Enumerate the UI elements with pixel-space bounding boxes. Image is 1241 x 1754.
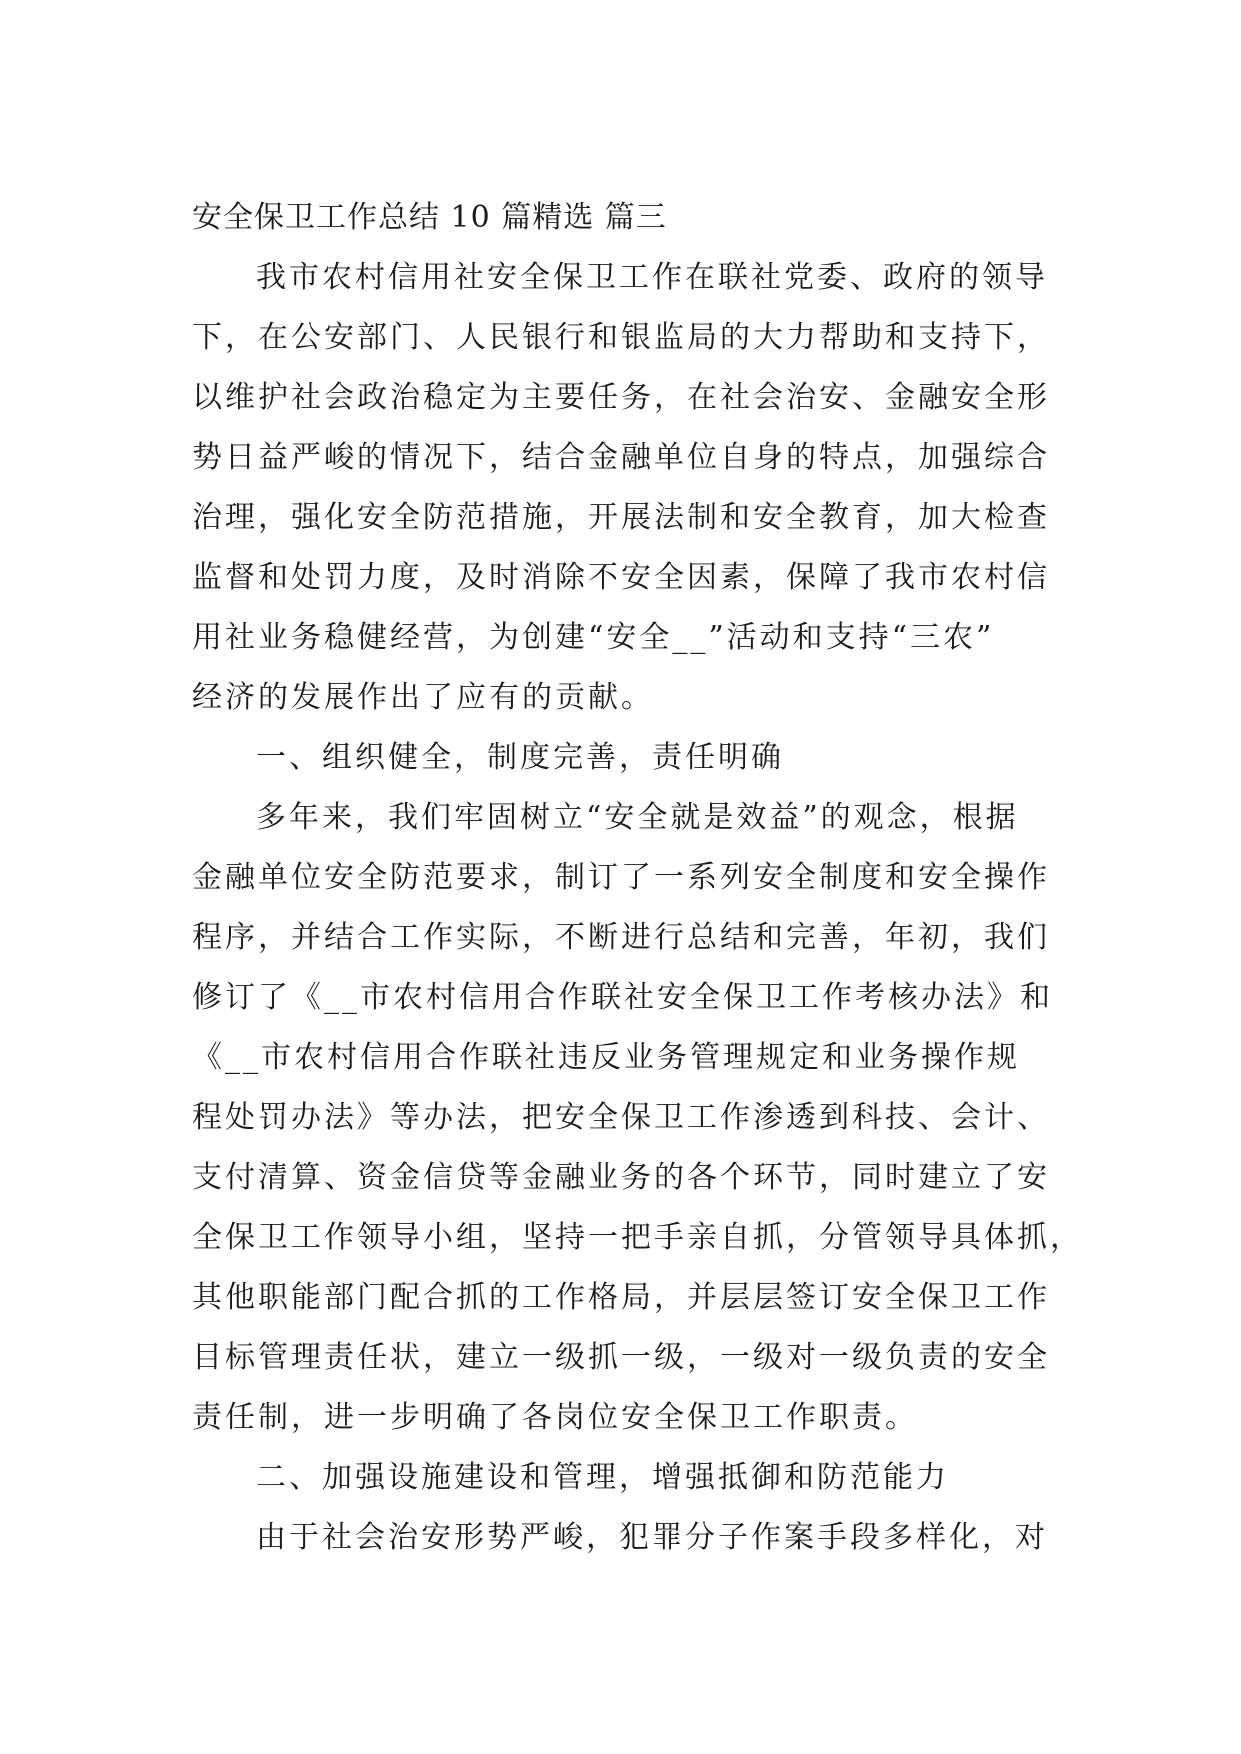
paragraph-line: 目标管理责任状，建立一级抓一级，一级对一级负责的安全: [192, 1340, 1050, 1375]
paragraph-line: 修订了《__市农村信用合作联社安全保卫工作考核办法》和: [192, 980, 1053, 1015]
paragraph-line: 《__市农村信用合作联社违反业务管理规定和业务操作规: [192, 1040, 1020, 1075]
section-heading: 一、组织健全，制度完善，责任明确: [256, 740, 784, 775]
paragraph-line: 全保卫工作领导小组，坚持一把手亲自抓，分管领导具体抓，: [192, 1220, 1083, 1255]
paragraph-line: 用社业务稳健经营，为创建“安全__”活动和支持“三农”: [192, 620, 995, 655]
paragraph-line: 我市农村信用社安全保卫工作在联社党委、政府的领导: [256, 260, 1048, 295]
paragraph-line: 经济的发展作出了应有的贡献。: [192, 680, 654, 715]
section-heading: 二、加强设施建设和管理，增强抵御和防范能力: [256, 1460, 949, 1495]
paragraph-line: 责任制，进一步明确了各岗位安全保卫工作职责。: [192, 1400, 918, 1435]
paragraph-line: 以维护社会政治稳定为主要任务，在社会治安、金融安全形: [192, 380, 1050, 415]
paragraph-line: 多年来，我们牢固树立“安全就是效益”的观念，根据: [256, 800, 1019, 835]
paragraph-line: 金融单位安全防范要求，制订了一系列安全制度和安全操作: [192, 860, 1050, 895]
paragraph-line: 监督和处罚力度，及时消除不安全因素，保障了我市农村信: [192, 560, 1050, 595]
paragraph-line: 程处罚办法》等办法，把安全保卫工作渗透到科技、会计、: [192, 1100, 1050, 1135]
paragraph-line: 治理，强化安全防范措施，开展法制和安全教育，加大检查: [192, 500, 1050, 535]
document-title: 安全保卫工作总结 10 篇精选 篇三: [192, 200, 667, 235]
paragraph-line: 支付清算、资金信贷等金融业务的各个环节，同时建立了安: [192, 1160, 1050, 1195]
paragraph-line: 下，在公安部门、人民银行和银监局的大力帮助和支持下，: [192, 320, 1050, 355]
paragraph-line: 由于社会治安形势严峻，犯罪分子作案手段多样化，对: [256, 1520, 1048, 1555]
paragraph-line: 程序，并结合工作实际，不断进行总结和完善，年初，我们: [192, 920, 1050, 955]
paragraph-line: 势日益严峻的情况下，结合金融单位自身的特点，加强综合: [192, 440, 1050, 475]
paragraph-line: 其他职能部门配合抓的工作格局，并层层签订安全保卫工作: [192, 1280, 1050, 1315]
